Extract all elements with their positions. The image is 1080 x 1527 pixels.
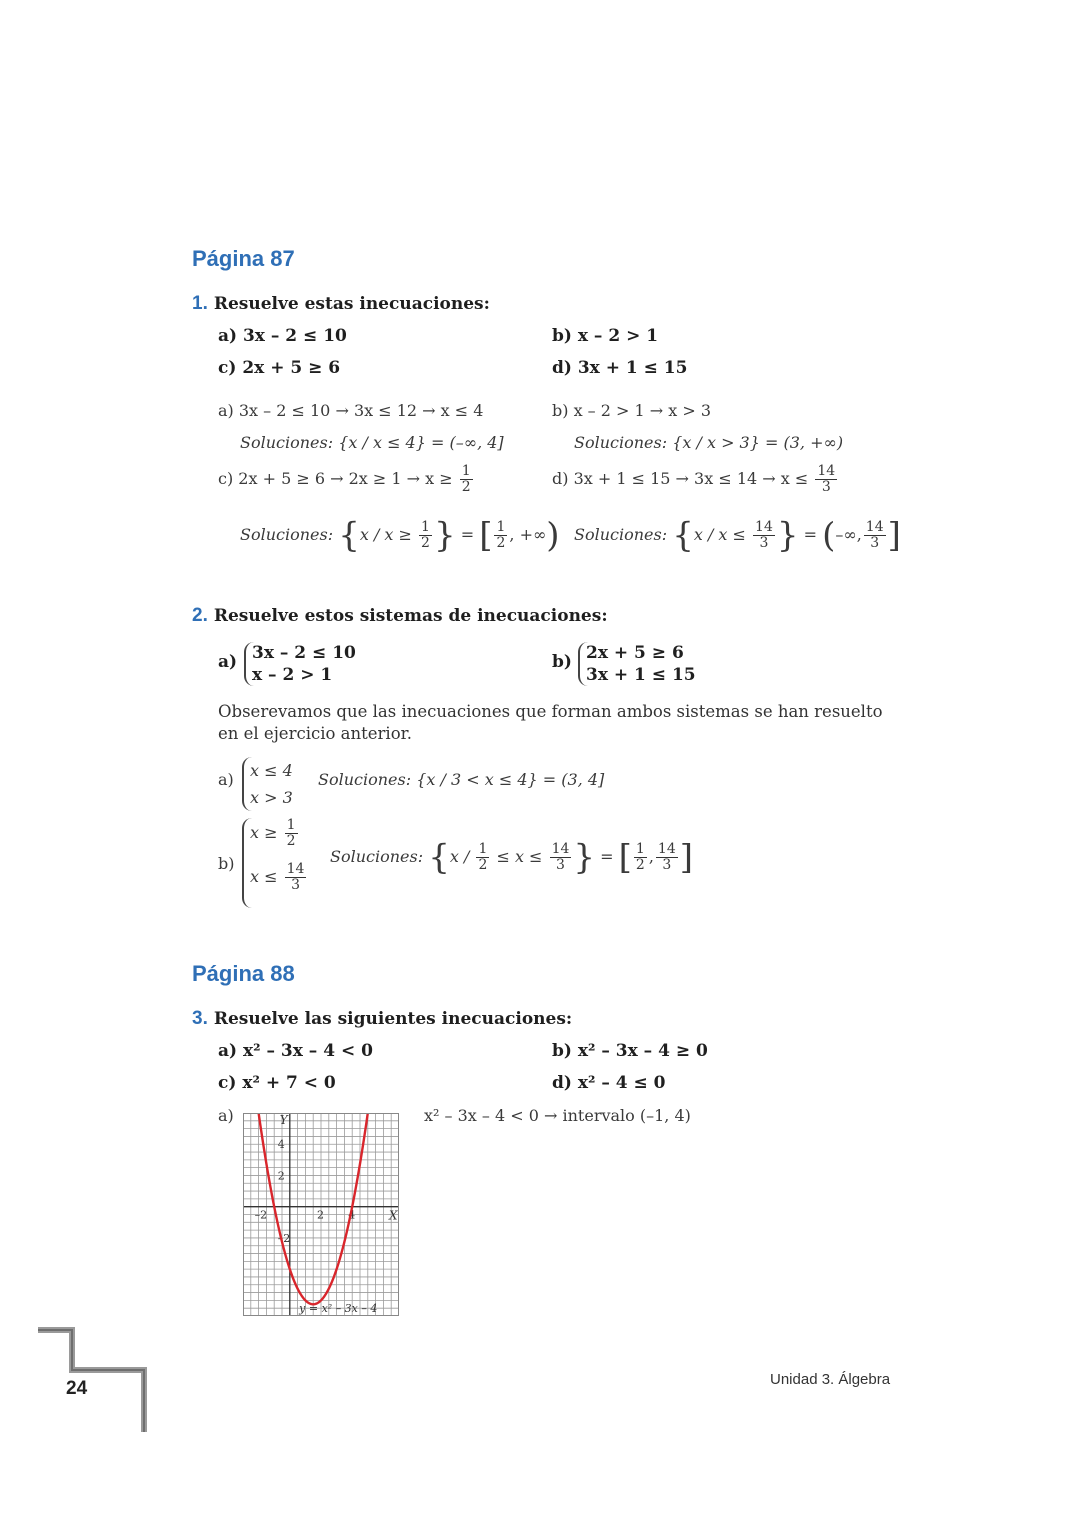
ex2-solution-b-system [242,818,308,908]
y-tick-label: 2 [277,1169,285,1183]
ex2-system-b [578,642,696,686]
fraction: $\frac{1}{2}$ [496,519,506,551]
ex3-statement-b: b) x² – 3x – 4 ≥ 0 [552,1041,708,1061]
ex1-solution-b-set: Soluciones: {x / x > 3} = (3, +∞) [574,433,844,452]
set-builder: x / x ≤ [693,525,746,544]
system-line: 3x + 1 ≤ 15 [586,665,696,685]
page-88-heading: Página 88 [192,961,295,986]
solutions-label: Soluciones: [330,847,424,866]
exercise-title-text: Resuelve estos sistemas de inecuaciones: [213,606,608,626]
y-tick-label: –2 [277,1231,291,1245]
curve-label: y = x² – 3x – 4 [299,1302,378,1315]
ex3-statement-c: c) x² + 7 < 0 [218,1073,336,1093]
exercise-2-title [192,605,608,627]
fraction: $\frac{14}{3}$ [551,841,570,873]
exercise-1-title [192,293,490,315]
exercise-title-text: Resuelve estas inecuaciones: [213,294,490,314]
ex1-solution-d-text: d) 3x + 1 ≤ 15 → 3x ≤ 14 → x ≤ [552,469,809,488]
ex1-statement-b: b) x – 2 > 1 [552,326,659,346]
fraction: $\frac{14}{3}$ [286,861,305,893]
page-number: 24 [66,1378,88,1399]
fraction: $\frac{14}{3}$ [657,841,676,873]
ex1-solution-b: b) x – 2 > 1 → x > 3 [552,401,712,420]
ex1-solution-a-set: Soluciones: {x / x ≤ 4} = (–∞, 4] [240,433,504,452]
set-builder: x / x ≥ [359,525,412,544]
x-tick-label: 2 [317,1208,324,1222]
exercise-number: 3. [192,1008,208,1029]
ex2-system-a-label: a) [218,652,238,672]
ex1-solution-d [552,464,839,495]
system-line: x ≤ [250,867,278,886]
y-axis-label: Y [279,1113,288,1127]
ex1-statement-c: c) 2x + 5 ≥ 6 [218,358,341,378]
fraction: $\frac{14}{3}$ [817,463,836,495]
fraction: $\frac{14}{3}$ [865,519,884,551]
set-builder: x / [449,847,470,866]
ex1-solution-c-set: Soluciones: {x / x ≥ $\frac{1}{2}$ } = [ $\frac{1}{2}$ , +∞) [240,515,560,556]
ex1-statement-a: a) 3x – 2 ≤ 10 [218,326,347,346]
fraction: $\frac{1}{2}$ [421,519,430,551]
exercise-title-text: Resuelve las siguientes inecuaciones: [213,1009,573,1029]
ex1-solution-d-set: Soluciones: {x / x ≤ $\frac{14}{3}$ } = (–∞, $\frac{14}{3}$ ] [574,515,901,556]
ex1-solution-c [218,464,475,495]
ex3-solution-a-label: a) [218,1106,234,1125]
x-tick-label: –2 [254,1208,268,1222]
set-builder: ≤ x ≤ [496,847,543,866]
system-line: x ≤ 4 [250,761,293,780]
interval-tail: , +∞ [509,525,547,544]
fraction: $\frac{1}{2}$ [461,463,471,495]
y-tick-label: 4 [277,1138,285,1152]
ex2-solution-a-system [242,757,293,811]
ex1-solution-c-text: c) 2x + 5 ≥ 6 → 2x ≥ 1 → x ≥ [218,469,453,488]
fraction: $\frac{14}{3}$ [755,519,773,551]
ex3-solution-a-text: x² – 3x – 4 < 0 → intervalo (–1, 4) [424,1106,691,1125]
x-tick-label: 4 [348,1208,356,1222]
ex1-solution-a: a) 3x – 2 ≤ 10 → 3x ≤ 12 → x ≤ 4 [218,401,484,420]
system-line: x – 2 > 1 [252,665,333,685]
page-87-heading: Página 87 [192,246,295,271]
interval-head: –∞, [835,525,862,544]
footer-unit-title: Unidad 3. Álgebra [770,1371,891,1388]
exercise-number: 1. [192,293,208,314]
page-corner-steps [38,1326,148,1436]
system-line: x > 3 [250,788,293,807]
exercise-3-title [192,1008,572,1030]
ex3-statement-a: a) x² – 3x – 4 < 0 [218,1041,373,1061]
fraction: $\frac{1}{2}$ [478,841,488,873]
ex2-solution-b-set: Soluciones: {x / $\frac{1}{2}$ ≤ x ≤ $\frac{14}{3}$ } = [ $\frac{1}{2}$ , $\frac{14}{3}$ ] [330,837,693,878]
equals-sign: = [600,847,614,866]
ex1-statement-d: d) 3x + 1 ≤ 15 [552,358,688,378]
ex3-statement-d: d) x² – 4 ≤ 0 [552,1073,666,1093]
equals-sign: = [460,525,475,544]
solutions-label: Soluciones: [240,525,334,544]
ex2-system-a [244,642,356,686]
ex2-system-b-label: b) [552,652,572,672]
ex2-solution-a-label: a) [218,770,234,789]
system-line: x ≥ [250,823,278,842]
ex2-solution-b-label: b) [218,854,235,873]
exercise-number: 2. [192,605,208,626]
ex2-solution-a-set: Soluciones: {x / 3 < x ≤ 4} = (3, 4] [318,770,605,789]
parabola-chart [243,1113,399,1316]
equals-sign: = [803,525,818,544]
x-axis-label: X [389,1208,398,1223]
system-line: 3x – 2 ≤ 10 [252,643,356,663]
ex2-paragraph: Obserevamos que las inecuaciones que forman ambos sistemas se han resuelto en el ejercicio anterior. [218,702,883,743]
fraction: $\frac{1}{2}$ [635,841,645,873]
solutions-label: Soluciones: [574,525,668,544]
system-line: 2x + 5 ≥ 6 [586,643,684,663]
fraction: $\frac{1}{2}$ [286,817,296,849]
